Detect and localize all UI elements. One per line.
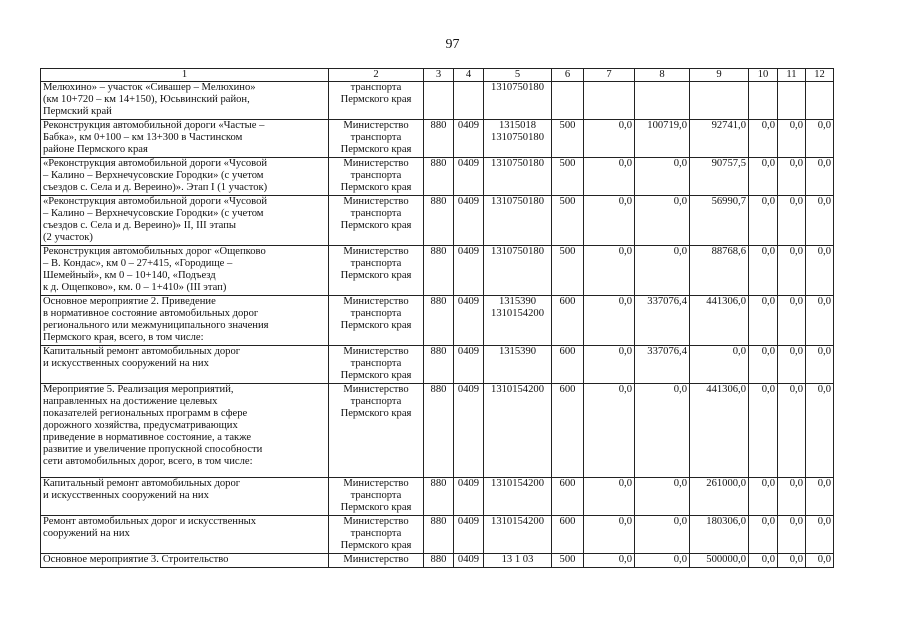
column-number-header: 4 bbox=[454, 69, 484, 82]
administrator-cell bbox=[329, 246, 424, 296]
target-article-cell bbox=[484, 120, 552, 158]
amount-col7-cell: 0,0 bbox=[584, 196, 635, 246]
column-number-header: 9 bbox=[690, 69, 749, 82]
amount-col12-cell: 0,0 bbox=[806, 196, 834, 246]
target-article-code: 1310750180 bbox=[491, 158, 544, 169]
amount-col9-cell: 441306,0 bbox=[690, 384, 749, 478]
amount-col11-cell: 0,0 bbox=[778, 346, 806, 384]
administrator-cell bbox=[329, 82, 424, 120]
administrator-cell bbox=[329, 516, 424, 554]
target-article-code: 1315390 bbox=[498, 296, 537, 307]
target-article-code: 1315390 bbox=[498, 346, 537, 357]
expense-type-cell: 600 bbox=[552, 384, 584, 478]
event-description-cell bbox=[41, 158, 329, 196]
target-article-code: 1310154200 bbox=[491, 308, 544, 319]
chapter-code-cell: 880 bbox=[424, 516, 454, 554]
description-line: Основное мероприятие 3. Строительство bbox=[43, 554, 229, 565]
chapter-code-cell bbox=[424, 82, 454, 120]
administrator-cell bbox=[329, 346, 424, 384]
amount-col7-cell: 0,0 bbox=[584, 120, 635, 158]
section-code-cell: 0409 bbox=[454, 246, 484, 296]
description-line: (км 10+720 – км 14+150), Юсьвинский район, bbox=[43, 94, 250, 105]
description-line: сети автомобильных дорог, всего, в том числе: bbox=[43, 456, 253, 467]
amount-col11-cell: 0,0 bbox=[778, 158, 806, 196]
expense-type-cell: 600 bbox=[552, 516, 584, 554]
administrator-cell bbox=[329, 296, 424, 346]
target-article-code: 1310750180 bbox=[491, 246, 544, 257]
event-description-cell bbox=[41, 196, 329, 246]
amount-col11-cell: 0,0 bbox=[778, 554, 806, 568]
description-line: регионального или межмуниципального значения bbox=[43, 320, 269, 331]
description-line: к д. Ощепково», км. 0 – 1+410» (III этап) bbox=[43, 282, 227, 293]
amount-col8-cell: 100719,0 bbox=[635, 120, 690, 158]
target-article-code: 1310750180 bbox=[491, 196, 544, 207]
amount-col10-cell: 0,0 bbox=[749, 554, 778, 568]
amount-col11-cell: 0,0 bbox=[778, 478, 806, 516]
target-article-cell bbox=[484, 478, 552, 516]
description-line: Ремонт автомобильных дорог и искусственных bbox=[43, 516, 257, 527]
chapter-code-cell: 880 bbox=[424, 120, 454, 158]
amount-col7-cell: 0,0 bbox=[584, 384, 635, 478]
description-line: приведение в нормативное состояние, а также bbox=[43, 432, 252, 443]
expense-type-cell: 500 bbox=[552, 120, 584, 158]
amount-col10-cell bbox=[749, 82, 778, 120]
administrator-line: транспорта bbox=[350, 528, 402, 539]
amount-col10-cell: 0,0 bbox=[749, 120, 778, 158]
description-line: направленных на достижение целевых bbox=[43, 396, 218, 407]
event-description-cell bbox=[41, 516, 329, 554]
section-code-cell: 0409 bbox=[454, 478, 484, 516]
administrator-line: транспорта bbox=[350, 170, 402, 181]
amount-col11-cell: 0,0 bbox=[778, 196, 806, 246]
section-code-cell: 0409 bbox=[454, 296, 484, 346]
administrator-cell bbox=[329, 158, 424, 196]
description-line: в нормативное состояние автомобильных дорог bbox=[43, 308, 259, 319]
administrator-line: Пермского края bbox=[340, 94, 412, 105]
amount-col12-cell bbox=[806, 82, 834, 120]
table-row bbox=[41, 554, 834, 568]
section-code-cell: 0409 bbox=[454, 196, 484, 246]
table-header-row bbox=[41, 69, 834, 82]
administrator-line: Пермского края bbox=[340, 370, 412, 381]
amount-col12-cell: 0,0 bbox=[806, 246, 834, 296]
description-line: – Калино – Верхнечусовские Городки» (с учетом bbox=[43, 170, 264, 181]
expense-type-cell bbox=[552, 82, 584, 120]
chapter-code-cell: 880 bbox=[424, 158, 454, 196]
section-code-cell: 0409 bbox=[454, 120, 484, 158]
amount-col10-cell: 0,0 bbox=[749, 296, 778, 346]
amount-col12-cell: 0,0 bbox=[806, 158, 834, 196]
target-article-cell bbox=[484, 516, 552, 554]
table-row bbox=[41, 120, 834, 158]
amount-col9-cell: 92741,0 bbox=[690, 120, 749, 158]
section-code-cell: 0409 bbox=[454, 346, 484, 384]
amount-col11-cell: 0,0 bbox=[778, 296, 806, 346]
amount-col8-cell bbox=[635, 82, 690, 120]
description-line: «Реконструкция автомобильной дороги «Чусовой bbox=[43, 196, 268, 207]
amount-col11-cell bbox=[778, 82, 806, 120]
amount-col9-cell: 180306,0 bbox=[690, 516, 749, 554]
table-row bbox=[41, 516, 834, 554]
administrator-line: транспорта bbox=[350, 490, 402, 501]
target-article-code: 1310154200 bbox=[491, 384, 544, 395]
column-number-header: 7 bbox=[584, 69, 635, 82]
column-number-header: 10 bbox=[749, 69, 778, 82]
expense-type-cell: 600 bbox=[552, 296, 584, 346]
amount-col8-cell: 0,0 bbox=[635, 246, 690, 296]
administrator-cell bbox=[329, 478, 424, 516]
description-line: показателей региональных программ в сфере bbox=[43, 408, 248, 419]
column-number-header: 8 bbox=[635, 69, 690, 82]
page-number: 97 bbox=[445, 37, 460, 52]
expense-type-cell: 500 bbox=[552, 196, 584, 246]
budget-table bbox=[40, 68, 834, 568]
target-article-cell bbox=[484, 554, 552, 568]
chapter-code-cell: 880 bbox=[424, 296, 454, 346]
amount-col9-cell: 88768,6 bbox=[690, 246, 749, 296]
section-code-cell bbox=[454, 82, 484, 120]
amount-col8-cell: 0,0 bbox=[635, 158, 690, 196]
description-line: сооружений на них bbox=[43, 528, 130, 539]
table-row bbox=[41, 296, 834, 346]
target-article-code: 1310750180 bbox=[491, 132, 544, 143]
administrator-line: транспорта bbox=[350, 208, 402, 219]
column-number-header: 1 bbox=[41, 69, 329, 82]
amount-col12-cell: 0,0 bbox=[806, 478, 834, 516]
administrator-line: транспорта bbox=[350, 358, 402, 369]
chapter-code-cell: 880 bbox=[424, 346, 454, 384]
amount-col12-cell: 0,0 bbox=[806, 554, 834, 568]
target-article-cell bbox=[484, 196, 552, 246]
administrator-line: Министерство bbox=[343, 516, 409, 527]
amount-col7-cell bbox=[584, 82, 635, 120]
expense-type-cell: 600 bbox=[552, 478, 584, 516]
description-line: дорожного хозяйства, предусматривающих bbox=[43, 420, 238, 431]
expense-type-cell: 500 bbox=[552, 158, 584, 196]
chapter-code-cell: 880 bbox=[424, 196, 454, 246]
description-line: Пермского края, всего, в том числе: bbox=[43, 332, 204, 343]
administrator-line: Пермского края bbox=[340, 502, 412, 513]
administrator-line: Министерство bbox=[343, 384, 409, 395]
administrator-line: Министерство bbox=[343, 246, 409, 257]
amount-col7-cell: 0,0 bbox=[584, 246, 635, 296]
table-row bbox=[41, 82, 834, 120]
administrator-line: Пермского края bbox=[340, 540, 412, 551]
description-line: (2 участок) bbox=[43, 232, 93, 243]
event-description-cell bbox=[41, 346, 329, 384]
amount-col7-cell: 0,0 bbox=[584, 158, 635, 196]
target-article-cell bbox=[484, 346, 552, 384]
description-line: Капитальный ремонт автомобильных дорог bbox=[43, 346, 241, 357]
amount-col10-cell: 0,0 bbox=[749, 478, 778, 516]
description-line: Реконструкция автомобильных дорог «Ощепково bbox=[43, 246, 266, 257]
target-article-code: 1315018 bbox=[498, 120, 537, 131]
column-number-header: 2 bbox=[329, 69, 424, 82]
administrator-line: Министерство bbox=[343, 296, 409, 307]
amount-col12-cell: 0,0 bbox=[806, 384, 834, 478]
target-article-cell bbox=[484, 384, 552, 478]
administrator-line: Пермского края bbox=[340, 182, 412, 193]
description-line: – Калино – Верхнечусовские Городки» (с учетом bbox=[43, 208, 264, 219]
table-row bbox=[41, 196, 834, 246]
administrator-line: Пермского края bbox=[340, 320, 412, 331]
amount-col9-cell: 261000,0 bbox=[690, 478, 749, 516]
table-row bbox=[41, 246, 834, 296]
table-row bbox=[41, 478, 834, 516]
chapter-code-cell: 880 bbox=[424, 246, 454, 296]
description-line: – В. Кондас», км 0 – 27+415, «Городище – bbox=[43, 258, 233, 269]
amount-col7-cell: 0,0 bbox=[584, 554, 635, 568]
amount-col10-cell: 0,0 bbox=[749, 196, 778, 246]
amount-col7-cell: 0,0 bbox=[584, 516, 635, 554]
table-row bbox=[41, 346, 834, 384]
amount-col7-cell: 0,0 bbox=[584, 346, 635, 384]
amount-col8-cell: 337076,4 bbox=[635, 346, 690, 384]
amount-col9-cell: 56990,7 bbox=[690, 196, 749, 246]
amount-col8-cell: 0,0 bbox=[635, 384, 690, 478]
section-code-cell: 0409 bbox=[454, 516, 484, 554]
description-line: развитие и увеличение пропускной способности bbox=[43, 444, 263, 455]
column-number-header: 11 bbox=[778, 69, 806, 82]
column-number-header: 5 bbox=[484, 69, 552, 82]
administrator-cell bbox=[329, 554, 424, 568]
administrator-line: транспорта bbox=[350, 82, 402, 93]
column-number-header: 12 bbox=[806, 69, 834, 82]
amount-col7-cell: 0,0 bbox=[584, 296, 635, 346]
administrator-cell bbox=[329, 196, 424, 246]
amount-col9-cell bbox=[690, 82, 749, 120]
target-article-code: 1310750180 bbox=[491, 82, 544, 93]
amount-col11-cell: 0,0 bbox=[778, 120, 806, 158]
target-article-code: 13 1 03 bbox=[501, 554, 534, 565]
section-code-cell: 0409 bbox=[454, 554, 484, 568]
table-row bbox=[41, 158, 834, 196]
amount-col11-cell: 0,0 bbox=[778, 384, 806, 478]
amount-col10-cell: 0,0 bbox=[749, 246, 778, 296]
administrator-line: транспорта bbox=[350, 396, 402, 407]
target-article-cell bbox=[484, 158, 552, 196]
amount-col11-cell: 0,0 bbox=[778, 246, 806, 296]
expense-type-cell: 500 bbox=[552, 246, 584, 296]
amount-col10-cell: 0,0 bbox=[749, 158, 778, 196]
event-description-cell bbox=[41, 478, 329, 516]
amount-col10-cell: 0,0 bbox=[749, 516, 778, 554]
description-line: Мероприятие 5. Реализация мероприятий, bbox=[43, 384, 234, 395]
amount-col12-cell: 0,0 bbox=[806, 120, 834, 158]
amount-col9-cell: 441306,0 bbox=[690, 296, 749, 346]
amount-col7-cell: 0,0 bbox=[584, 478, 635, 516]
description-line: и искусственных сооружений на них bbox=[43, 358, 209, 369]
administrator-cell bbox=[329, 384, 424, 478]
expense-type-cell: 600 bbox=[552, 346, 584, 384]
section-code-cell: 0409 bbox=[454, 158, 484, 196]
description-line: Реконструкция автомобильной дороги «Частые – bbox=[43, 120, 265, 131]
event-description-cell bbox=[41, 384, 329, 478]
amount-col12-cell: 0,0 bbox=[806, 346, 834, 384]
administrator-line: Министерство bbox=[343, 554, 409, 565]
target-article-code: 1310154200 bbox=[491, 478, 544, 489]
description-line: районе Пермского края bbox=[43, 144, 148, 155]
amount-col10-cell: 0,0 bbox=[749, 346, 778, 384]
administrator-line: транспорта bbox=[350, 258, 402, 269]
administrator-line: Пермского края bbox=[340, 270, 412, 281]
administrator-line: Министерство bbox=[343, 158, 409, 169]
amount-col12-cell: 0,0 bbox=[806, 296, 834, 346]
amount-col9-cell: 0,0 bbox=[690, 346, 749, 384]
amount-col12-cell: 0,0 bbox=[806, 516, 834, 554]
administrator-line: Пермского края bbox=[340, 144, 412, 155]
event-description-cell bbox=[41, 554, 329, 568]
administrator-line: транспорта bbox=[350, 132, 402, 143]
event-description-cell bbox=[41, 120, 329, 158]
description-line: Капитальный ремонт автомобильных дорог bbox=[43, 478, 241, 489]
column-number-header: 6 bbox=[552, 69, 584, 82]
amount-col8-cell: 0,0 bbox=[635, 478, 690, 516]
administrator-cell bbox=[329, 120, 424, 158]
amount-col9-cell: 90757,5 bbox=[690, 158, 749, 196]
amount-col8-cell: 0,0 bbox=[635, 554, 690, 568]
description-line: Бабка», км 0+100 – км 13+300 в Частинском bbox=[43, 132, 243, 143]
administrator-line: Министерство bbox=[343, 196, 409, 207]
expense-type-cell: 500 bbox=[552, 554, 584, 568]
chapter-code-cell: 880 bbox=[424, 478, 454, 516]
event-description-cell bbox=[41, 296, 329, 346]
administrator-line: Министерство bbox=[343, 478, 409, 489]
description-line: и искусственных сооружений на них bbox=[43, 490, 209, 501]
section-code-cell: 0409 bbox=[454, 384, 484, 478]
target-article-code: 1310154200 bbox=[491, 516, 544, 527]
amount-col8-cell: 0,0 bbox=[635, 196, 690, 246]
description-line: Мелюхино» – участок «Сивашер – Мелюхино» bbox=[43, 82, 256, 93]
description-line: съездов с. Села и д. Верeино)». Этап I (1 участок) bbox=[43, 182, 268, 193]
table-row bbox=[41, 384, 834, 478]
amount-col9-cell: 500000,0 bbox=[690, 554, 749, 568]
administrator-line: Пермского края bbox=[340, 220, 412, 231]
event-description-cell bbox=[41, 246, 329, 296]
amount-col8-cell: 0,0 bbox=[635, 516, 690, 554]
administrator-line: транспорта bbox=[350, 308, 402, 319]
target-article-cell bbox=[484, 82, 552, 120]
target-article-cell bbox=[484, 296, 552, 346]
amount-col10-cell: 0,0 bbox=[749, 384, 778, 478]
amount-col11-cell: 0,0 bbox=[778, 516, 806, 554]
target-article-cell bbox=[484, 246, 552, 296]
description-line: Основное мероприятие 2. Приведение bbox=[43, 296, 216, 307]
administrator-line: Пермского края bbox=[340, 408, 412, 419]
description-line: съездов с. Села и д. Верeино)» II, III этапы bbox=[43, 220, 236, 231]
description-line: Шемейный», км 0 – 10+140, «Подъезд bbox=[43, 270, 216, 281]
event-description-cell bbox=[41, 82, 329, 120]
chapter-code-cell: 880 bbox=[424, 554, 454, 568]
administrator-line: Министерство bbox=[343, 120, 409, 131]
description-line: «Реконструкция автомобильной дороги «Чусовой bbox=[43, 158, 268, 169]
description-line: Пермский край bbox=[43, 106, 112, 117]
chapter-code-cell: 880 bbox=[424, 384, 454, 478]
amount-col8-cell: 337076,4 bbox=[635, 296, 690, 346]
administrator-line: Министерство bbox=[343, 346, 409, 357]
column-number-header: 3 bbox=[424, 69, 454, 82]
